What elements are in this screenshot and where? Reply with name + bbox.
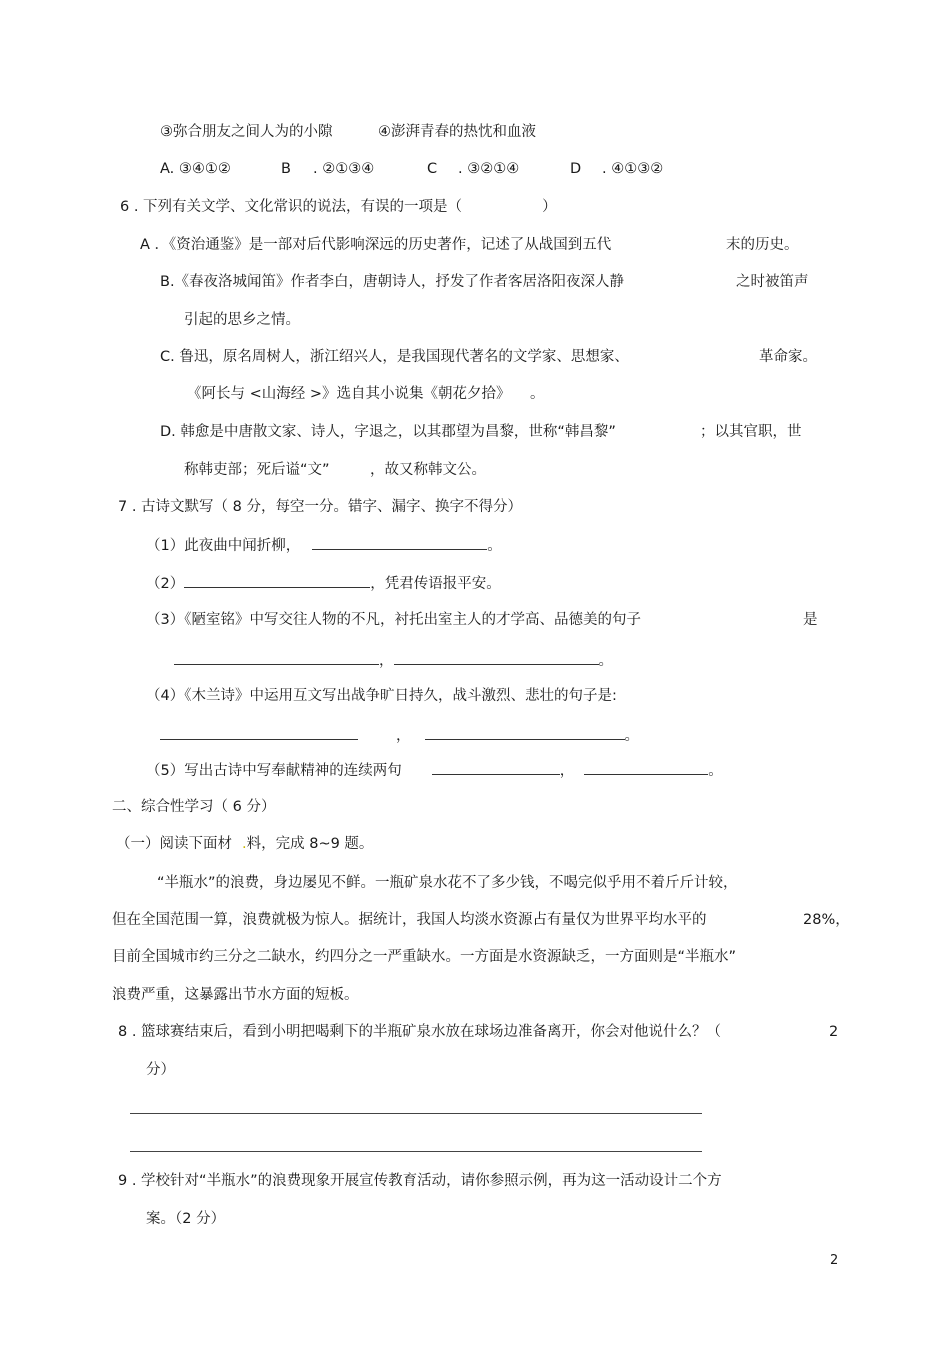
q5-option-b-letter: B	[281, 161, 291, 177]
q7-item-3-answer	[174, 650, 613, 671]
q6-option-b-line2: 引起的思乡之情。	[184, 312, 300, 328]
answer-blank[interactable]	[394, 650, 599, 665]
answer-line[interactable]	[130, 1151, 702, 1152]
q6-stem-text: 6 . 下列有关文学、文化常识的说法，有误的一项是（	[120, 199, 463, 215]
subsection-text-rest: 料，完成 8~9 题。	[246, 836, 374, 852]
q6-option-d-line2: 称韩吏部；死后谥“文”	[184, 462, 330, 478]
q7-item-5-text: （5）写出古诗中写奉献精神的连续两句	[146, 763, 402, 779]
q5-option-d-letter: D	[570, 161, 582, 177]
q5-option-b-text: . ②①③④	[313, 161, 375, 177]
q7-item-1-end: 。	[487, 538, 502, 554]
comma: ，	[559, 763, 575, 779]
q7-item-4: （4）《木兰诗》中运用互文写出战争旷日持久，战斗激烈、悲壮的句子是:	[146, 688, 617, 704]
material-line-3: 目前全国城市约三分之二缺水，约四分之一严重缺水。一方面是水资源缺乏，一方面则是“半瓶水”	[112, 949, 737, 965]
material-line-1: “半瓶水”的浪费，身边屡见不鲜。一瓶矿泉水花不了多少钱，不喝完似乎用不着斤斤计较，	[157, 875, 738, 891]
answer-blank[interactable]	[312, 535, 487, 550]
q7-item-1	[146, 535, 502, 556]
period: 。	[708, 763, 723, 779]
answer-line[interactable]	[130, 1113, 702, 1114]
q7-item-5	[146, 760, 723, 781]
period: 。	[598, 653, 613, 669]
q5-item-4: ④澎湃青春的热忱和血液	[378, 124, 536, 140]
comma: ，	[396, 728, 411, 744]
q7-item-1-text: （1）此夜曲中闻折柳，	[146, 538, 301, 554]
answer-blank[interactable]	[432, 760, 560, 775]
comma: ，	[379, 653, 394, 669]
q7-item-3: （3）《陋室铭》中写交往人物的不凡，衬托出室主人的才学高、品德美的句子	[146, 612, 641, 628]
answer-blank[interactable]	[425, 725, 625, 740]
q6-option-c-line1: C. 鲁迅，原名周树人，浙江绍兴人，是我国现代著名的文学家、思想家、	[160, 349, 629, 365]
answer-blank[interactable]	[174, 650, 379, 665]
q6-option-a-line1-end: 末的历史。	[726, 237, 799, 253]
q7-stem: 7 . 古诗文默写（ 8 分，每空一分。错字、漏字、换字不得分）	[118, 499, 522, 515]
q6-option-b-line1-end: 之时被笛声	[736, 274, 809, 290]
q6-option-d-line1-end: ；以其官职，世	[700, 424, 802, 440]
q6-option-a-line1: A ．《资治通鉴》是一部对后代影响深远的历史著作，记述了从战国到五代	[140, 237, 612, 253]
subsection-heading	[116, 834, 373, 854]
q6-option-c-line2-end: 。	[530, 386, 545, 402]
q6-option-c-line2: 《阿长与 <山海经 >》选自其小说集《朝花夕拾》	[187, 386, 511, 402]
q9-stem-line2: 案。（2 分）	[146, 1211, 226, 1227]
period: 。	[624, 728, 639, 744]
answer-blank[interactable]	[184, 573, 370, 588]
material-line-4: 浪费严重，这暴露出节水方面的短板。	[112, 987, 359, 1003]
material-line-2-end: 28%，	[803, 912, 850, 928]
section-heading: 二、综合性学习（ 6 分）	[112, 799, 276, 815]
q5-option-d-text: . ④①③②	[602, 161, 664, 177]
page-number: 2	[830, 1253, 839, 1268]
q7-item-2-text: ，凭君传语报平安。	[370, 576, 501, 592]
q6-option-d-line1: D. 韩愈是中唐散文家、诗人，字退之，以其郡望为昌黎，世称“韩昌黎”	[160, 424, 616, 440]
material-line-2: 但在全国范围一算，浪费就极为惊人。据统计，我国人均淡水资源占有量仅为世界平均水平的	[112, 912, 707, 928]
q8-score: 2	[829, 1024, 839, 1040]
q5-option-c-text: . ③②①④	[458, 161, 520, 177]
q8-score-end: 分）	[146, 1062, 175, 1078]
q6-option-d-line2-end: ，故又称韩文公。	[370, 462, 486, 478]
answer-blank[interactable]	[160, 725, 358, 740]
q8-stem: 8 . 篮球赛结束后，看到小明把喝剩下的半瓶矿泉水放在球场边准备离开，你会对他说什么？（	[118, 1024, 722, 1040]
q6-stem	[120, 197, 557, 217]
q7-item-3-end: 是	[803, 612, 818, 628]
q7-item-2-num: （2）	[146, 576, 185, 592]
q7-item-2	[146, 573, 501, 594]
stray-mark: .	[242, 836, 247, 852]
q7-item-4-answer	[160, 725, 639, 746]
subsection-text: （一）阅读下面材	[116, 836, 232, 852]
q5-option-c-letter: C	[427, 161, 438, 177]
q9-stem: 9 . 学校针对“半瓶水”的浪费现象开展宣传教育活动，请你参照示例，再为这一活动设计二个方	[118, 1173, 722, 1189]
q6-option-c-line1-end: 革命家。	[759, 349, 817, 365]
q6-stem-close: ）	[542, 199, 557, 215]
q5-option-a: A. ③④①②	[160, 161, 231, 177]
q6-option-b-line1: B.《春夜洛城闻笛》作者李白，唐朝诗人，抒发了作者客居洛阳夜深人静	[160, 274, 625, 290]
q5-item-3: ③弥合朋友之间人为的小隙	[160, 124, 333, 140]
answer-blank[interactable]	[584, 760, 708, 775]
